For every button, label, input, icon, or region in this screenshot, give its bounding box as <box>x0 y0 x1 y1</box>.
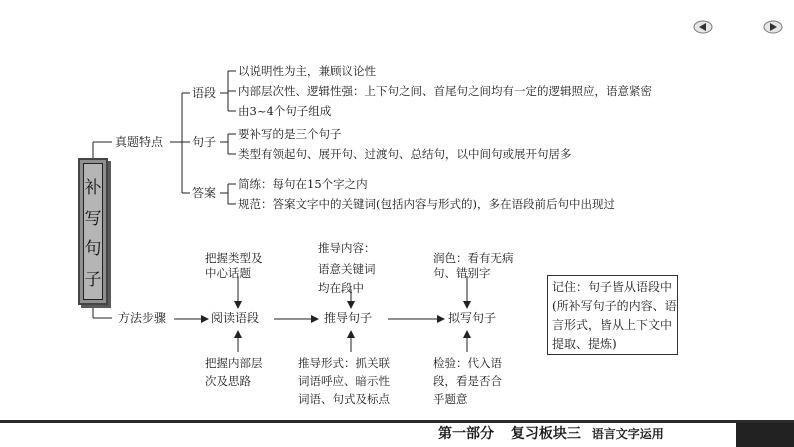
step-hint: 词语、句式及标点 <box>298 392 390 406</box>
footer-subject: 语言文字运用 <box>591 427 664 441</box>
feature-item: 以说明性为主，兼顾议论性 <box>238 64 376 78</box>
feature-item: 由3~4个句子组成 <box>238 104 332 118</box>
step-hint: 推导内容： <box>318 241 376 255</box>
feature-item: 要补写的是三个句子 <box>238 127 342 141</box>
step-hint: 乎题意 <box>433 392 468 406</box>
step-hint: 检验：代入语 <box>433 356 502 370</box>
note-line: 记住：句子皆从语段中 <box>552 280 673 294</box>
feature-item: 内部层次性、逻辑性强：上下句之间、首尾句之间均有一定的逻辑照应，语意紧密 <box>238 84 652 98</box>
step-hint: 把握类型及 <box>205 251 263 265</box>
step-hint: 次及思路 <box>205 374 251 388</box>
sub-label-sentence: 句子 <box>192 135 217 149</box>
note-line: 言形式，皆从上下文中 <box>552 318 673 332</box>
footer-text <box>438 423 664 445</box>
step-hint: 词语呼应、暗示性 <box>298 374 390 388</box>
footer-rule <box>0 420 794 423</box>
step-hint: 均在段中 <box>318 281 364 295</box>
step-hint: 句、错别字 <box>433 266 491 280</box>
feature-item: 简练：每句在15个字之内 <box>238 177 368 191</box>
main-title-char: 补 <box>84 177 102 198</box>
step-infer: 推导句子 <box>324 311 373 325</box>
feature-item: 规范：答案文字中的关键词(包括内容与形式的)，多在语段前后句中出现过 <box>238 197 615 211</box>
remember-note-box <box>547 275 678 355</box>
step-write: 拟写句子 <box>448 311 497 325</box>
step-hint: 语意关键词 <box>318 262 376 276</box>
footer <box>0 420 794 447</box>
main-title-char: 子 <box>84 270 102 291</box>
footer-section: 复习板块三 <box>510 426 581 442</box>
note-line: (所补写句子的内容、语 <box>552 299 677 313</box>
main-title-char: 句 <box>84 239 102 260</box>
branch-method-label: 方法步骤 <box>118 311 167 325</box>
main-title-char: 写 <box>84 208 102 229</box>
step-hint: 中心话题 <box>205 266 251 280</box>
sub-label-paragraph: 语段 <box>192 86 217 100</box>
step-hint: 推导形式：抓关联 <box>298 356 390 370</box>
feature-item: 类型有领起句、展开句、过渡句、总结句，以中间句或展开句居多 <box>238 147 572 161</box>
step-hint: 段，看是否合 <box>433 374 502 388</box>
footer-part: 第一部分 <box>438 426 494 442</box>
step-hint: 把握内部层 <box>205 356 263 370</box>
footer-decor-block <box>736 423 794 447</box>
note-line: 提取、提炼) <box>552 337 617 351</box>
step-hint: 润色：看有无病 <box>433 251 514 265</box>
sub-label-answer: 答案 <box>192 186 217 200</box>
main-title-box <box>78 158 108 305</box>
branch-features-label: 真题特点 <box>115 135 164 149</box>
step-read: 阅读语段 <box>211 311 260 325</box>
